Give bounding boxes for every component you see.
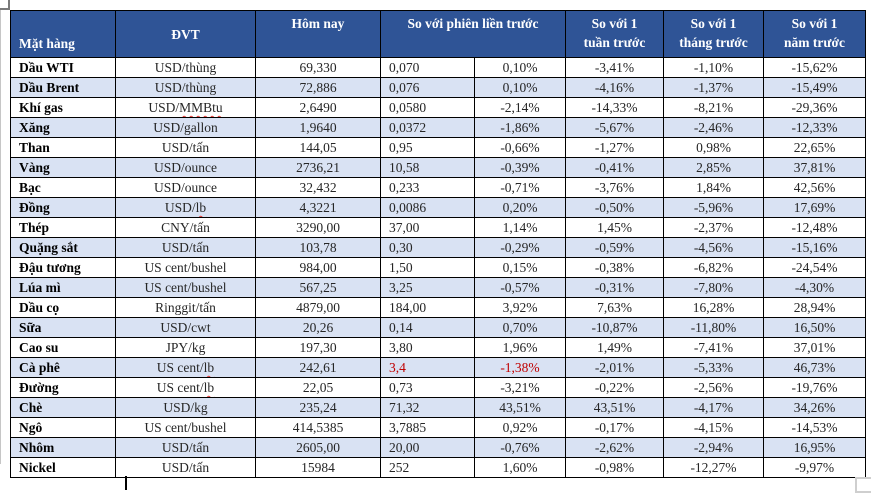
table-resize-handle-icon[interactable] [855, 477, 871, 493]
cell-vs-week[interactable]: -0,38% [566, 258, 664, 278]
cell-vs-year[interactable]: 17,69% [764, 198, 866, 218]
col-header-vs-year[interactable] [764, 11, 866, 58]
cell-vs-year[interactable]: 37,01% [764, 338, 866, 358]
unit-text: USD/tấn [161, 440, 210, 455]
cell-vs-month[interactable]: -7,41% [664, 338, 764, 358]
cell-vs-week[interactable]: -2,62% [566, 438, 664, 458]
cell-vs-year[interactable]: 42,56% [764, 178, 866, 198]
cell-change-pct[interactable]: -2,14% [475, 98, 566, 118]
cell-today[interactable]: 15984 [256, 458, 381, 478]
cell-today[interactable]: 32,432 [256, 178, 381, 198]
cell-vs-month[interactable]: -1,37% [664, 78, 764, 98]
header-row [11, 11, 866, 58]
unit-text: CNY/tấn [161, 220, 210, 235]
commodity-price-table [10, 10, 866, 478]
cell-change-pct[interactable]: -1,86% [475, 118, 566, 138]
cell-unit[interactable] [116, 278, 256, 298]
cell-vs-month[interactable]: -2,56% [664, 378, 764, 398]
cell-change-abs[interactable]: 3,25 [381, 278, 475, 298]
cell-change-pct[interactable]: 3,92% [475, 298, 566, 318]
cell-vs-month[interactable]: -6,82% [664, 258, 764, 278]
cell-vs-month[interactable]: -1,10% [664, 58, 764, 78]
table-row [11, 438, 866, 458]
unit-text: JPY/kg [165, 340, 206, 355]
cell-change-pct[interactable]: 0,70% [475, 318, 566, 338]
cell-change-abs[interactable]: 0,0372 [381, 118, 475, 138]
cell-today[interactable]: 567,25 [256, 278, 381, 298]
table-row [11, 458, 866, 478]
header-line: So với 1 [791, 16, 838, 31]
table-row [11, 378, 866, 398]
cell-vs-week[interactable]: -3,41% [566, 58, 664, 78]
cell-unit[interactable] [116, 338, 256, 358]
cell-vs-year[interactable]: 28,94% [764, 298, 866, 318]
cell-unit[interactable] [116, 458, 256, 478]
unit-text: USD/ounce [154, 160, 217, 175]
cell-commodity[interactable]: Vàng [11, 158, 116, 178]
cell-vs-year[interactable]: -29,36% [764, 98, 866, 118]
header-line: tuần trước [583, 35, 646, 50]
cell-change-pct[interactable]: -0,76% [475, 438, 566, 458]
col-header-vs-week[interactable] [566, 11, 664, 58]
cell-unit[interactable] [116, 58, 256, 78]
cell-today[interactable]: 144,05 [256, 138, 381, 158]
table-row [11, 358, 866, 378]
cell-change-abs[interactable]: 0,73 [381, 378, 475, 398]
cell-change-pct[interactable]: -3,21% [475, 378, 566, 398]
unit-text: USD/ounce [154, 180, 217, 195]
cell-change-pct[interactable]: -0,66% [475, 138, 566, 158]
cell-vs-year[interactable]: -12,33% [764, 118, 866, 138]
cell-vs-month[interactable]: -2,37% [664, 218, 764, 238]
cell-change-abs[interactable]: 0,076 [381, 78, 475, 98]
unit-text: USD/tấn [161, 460, 210, 475]
cell-vs-week[interactable]: -0,50% [566, 198, 664, 218]
cell-commodity[interactable]: Đồng [11, 198, 116, 218]
cell-vs-month[interactable]: -2,46% [664, 118, 764, 138]
cell-today[interactable]: 1,9640 [256, 118, 381, 138]
table-row [11, 398, 866, 418]
cell-unit[interactable] [116, 358, 256, 378]
cell-change-pct[interactable]: 43,51% [475, 398, 566, 418]
cell-vs-year[interactable]: 34,26% [764, 398, 866, 418]
cell-change-abs[interactable]: 0,95 [381, 138, 475, 158]
cell-change-pct[interactable]: 0,15% [475, 258, 566, 278]
cell-change-abs[interactable]: 0,0086 [381, 198, 475, 218]
col-header-unit[interactable]: ĐVT [116, 11, 256, 58]
cell-change-abs[interactable]: 3,7885 [381, 418, 475, 438]
cell-vs-year[interactable]: -15,49% [764, 78, 866, 98]
cell-today[interactable]: 22,05 [256, 378, 381, 398]
cell-change-pct[interactable]: 0,10% [475, 78, 566, 98]
cell-unit[interactable] [116, 318, 256, 338]
unit-text: US cent/ [156, 380, 204, 395]
table-row [11, 198, 866, 218]
unit-text: USD/kg [163, 400, 208, 415]
cell-unit[interactable] [116, 138, 256, 158]
spellcheck-flagged-text: lb [195, 200, 207, 215]
cell-vs-week[interactable]: 7,63% [566, 298, 664, 318]
table-row [11, 418, 866, 438]
cell-commodity[interactable]: Thép [11, 218, 116, 238]
table-row [11, 98, 866, 118]
cell-change-abs[interactable]: 3,4 [381, 358, 475, 378]
text-cursor [125, 476, 127, 490]
unit-text: US cent/bushel [144, 260, 227, 275]
table-row [11, 218, 866, 238]
cell-commodity[interactable]: Đường [11, 378, 116, 398]
cell-today[interactable]: 984,00 [256, 258, 381, 278]
cell-vs-week[interactable]: 1,45% [566, 218, 664, 238]
cell-today[interactable]: 72,886 [256, 78, 381, 98]
cell-commodity[interactable]: Cà phê [11, 358, 116, 378]
cell-vs-year[interactable]: -15,62% [764, 58, 866, 78]
unit-text: USD/tấn [161, 240, 210, 255]
unit-text: USD/cwt [160, 320, 211, 335]
unit-text: US cent/bushel [144, 420, 227, 435]
cell-vs-week[interactable]: -0,98% [566, 458, 664, 478]
cell-change-abs[interactable]: 37,00 [381, 218, 475, 238]
cell-vs-year[interactable]: -19,76% [764, 378, 866, 398]
cell-today[interactable]: 2,6490 [256, 98, 381, 118]
cell-unit[interactable] [116, 418, 256, 438]
unit-text: USD/gallon [153, 120, 218, 135]
cell-change-pct[interactable]: -0,71% [475, 178, 566, 198]
cell-vs-month[interactable]: -4,56% [664, 238, 764, 258]
cell-change-pct[interactable]: 1,14% [475, 218, 566, 238]
cell-vs-week[interactable]: 43,51% [566, 398, 664, 418]
cell-change-abs[interactable]: 3,80 [381, 338, 475, 358]
cell-unit[interactable] [116, 198, 256, 218]
header-line: So với 1 [591, 16, 638, 31]
cell-vs-month[interactable]: -4,15% [664, 418, 764, 438]
cell-commodity[interactable]: Cao su [11, 338, 116, 358]
cell-vs-month[interactable]: 1,84% [664, 178, 764, 198]
cell-vs-year[interactable]: -4,30% [764, 278, 866, 298]
cell-vs-month[interactable]: -2,94% [664, 438, 764, 458]
cell-change-pct[interactable]: -0,29% [475, 238, 566, 258]
cell-change-abs[interactable]: 20,00 [381, 438, 475, 458]
cell-unit[interactable] [116, 398, 256, 418]
cell-vs-year[interactable]: 16,50% [764, 318, 866, 338]
cell-change-pct[interactable]: 0,10% [475, 58, 566, 78]
unit-text: USD/ [148, 100, 180, 115]
cell-vs-week[interactable]: -5,67% [566, 118, 664, 138]
cell-commodity[interactable]: Bạc [11, 178, 116, 198]
cell-commodity[interactable]: Dầu WTI [11, 58, 116, 78]
cell-vs-month[interactable]: -11,80% [664, 318, 764, 338]
cell-vs-year[interactable]: -14,53% [764, 418, 866, 438]
cell-vs-week[interactable]: -0,31% [566, 278, 664, 298]
cell-today[interactable]: 20,26 [256, 318, 381, 338]
cell-vs-month[interactable]: -4,17% [664, 398, 764, 418]
table-move-handle-icon[interactable] [0, 0, 10, 10]
cell-commodity[interactable]: Lúa mì [11, 278, 116, 298]
cell-today[interactable]: 4879,00 [256, 298, 381, 318]
cell-today[interactable]: 3290,00 [256, 218, 381, 238]
spellcheck-flagged-text: lb [203, 360, 215, 375]
cell-change-abs[interactable]: 0,233 [381, 178, 475, 198]
cell-commodity[interactable]: Sữa [11, 318, 116, 338]
cell-unit[interactable] [116, 438, 256, 458]
cell-change-abs[interactable]: 184,00 [381, 298, 475, 318]
cell-change-abs[interactable]: 0,14 [381, 318, 475, 338]
cell-commodity[interactable]: Xăng [11, 118, 116, 138]
cell-change-abs[interactable]: 10,58 [381, 158, 475, 178]
table-row [11, 158, 866, 178]
unit-text: USD/thùng [154, 60, 217, 75]
cell-change-pct[interactable]: 0,20% [475, 198, 566, 218]
cell-unit[interactable] [116, 118, 256, 138]
cell-vs-year[interactable]: -24,54% [764, 258, 866, 278]
cell-vs-week[interactable]: -3,76% [566, 178, 664, 198]
cell-today[interactable]: 4,3221 [256, 198, 381, 218]
cell-unit[interactable] [116, 178, 256, 198]
cell-unit[interactable] [116, 218, 256, 238]
cell-change-abs[interactable]: 252 [381, 458, 475, 478]
header-line: So với 1 [690, 16, 737, 31]
cell-vs-year[interactable]: -15,16% [764, 238, 866, 258]
unit-text: USD/ [164, 200, 196, 215]
cell-commodity[interactable]: Dầu Brent [11, 78, 116, 98]
cell-vs-year[interactable]: -9,97% [764, 458, 866, 478]
table-row [11, 78, 866, 98]
cell-vs-week[interactable]: -0,59% [566, 238, 664, 258]
cell-vs-month[interactable]: 16,28% [664, 298, 764, 318]
cell-vs-year[interactable]: 37,81% [764, 158, 866, 178]
cell-vs-month[interactable]: -5,33% [664, 358, 764, 378]
cell-today[interactable]: 103,78 [256, 238, 381, 258]
cell-vs-year[interactable]: 46,73% [764, 358, 866, 378]
table-body [11, 58, 866, 478]
unit-text: US cent/ [156, 360, 204, 375]
cell-unit[interactable] [116, 98, 256, 118]
cell-vs-year[interactable]: -12,48% [764, 218, 866, 238]
cell-vs-month[interactable]: 2,85% [664, 158, 764, 178]
cell-change-pct[interactable]: -1,38% [475, 358, 566, 378]
col-header-vs-prev-session[interactable]: So với phiên liền trước [381, 11, 566, 58]
cell-vs-week[interactable]: 1,49% [566, 338, 664, 358]
cell-vs-week[interactable]: -10,87% [566, 318, 664, 338]
cell-vs-year[interactable]: 22,65% [764, 138, 866, 158]
cell-vs-week[interactable]: -14,33% [566, 98, 664, 118]
cell-unit[interactable] [116, 78, 256, 98]
unit-text: US cent/bushel [144, 280, 227, 295]
page-margin-line [0, 9, 1, 464]
col-header-vs-month[interactable] [664, 11, 764, 58]
header-line: tháng trước [679, 35, 748, 50]
cell-commodity[interactable]: Than [11, 138, 116, 158]
cell-vs-week[interactable]: -2,01% [566, 358, 664, 378]
cell-change-abs[interactable]: 0,0580 [381, 98, 475, 118]
cell-commodity[interactable]: Chè [11, 398, 116, 418]
cell-vs-year[interactable]: 16,95% [764, 438, 866, 458]
col-header-commodity[interactable]: Mặt hàng [11, 11, 116, 58]
unit-text: USD/thùng [154, 80, 217, 95]
table-row [11, 58, 866, 78]
table-row [11, 178, 866, 198]
table-row [11, 138, 866, 158]
cell-vs-month[interactable]: 0,98% [664, 138, 764, 158]
cell-vs-week[interactable]: -0,22% [566, 378, 664, 398]
cell-vs-month[interactable]: -5,96% [664, 198, 764, 218]
col-header-today[interactable]: Hôm nay [256, 11, 381, 58]
cell-vs-month[interactable]: -12,27% [664, 458, 764, 478]
cell-today[interactable]: 2736,21 [256, 158, 381, 178]
cell-today[interactable]: 69,330 [256, 58, 381, 78]
cell-vs-month[interactable]: -8,21% [664, 98, 764, 118]
cell-vs-week[interactable]: -4,16% [566, 78, 664, 98]
unit-text: Ringgit/tấn [155, 300, 216, 315]
cell-change-pct[interactable]: 1,60% [475, 458, 566, 478]
cell-today[interactable]: 2605,00 [256, 438, 381, 458]
cell-change-abs[interactable]: 71,32 [381, 398, 475, 418]
cell-today[interactable]: 414,5385 [256, 418, 381, 438]
cell-unit[interactable] [116, 158, 256, 178]
table-row [11, 118, 866, 138]
cell-unit[interactable] [116, 258, 256, 278]
table-row [11, 238, 866, 258]
cell-commodity[interactable]: Ngô [11, 418, 116, 438]
cell-unit[interactable] [116, 238, 256, 258]
unit-text: USD/tấn [161, 140, 210, 155]
header-line: năm trước [784, 35, 845, 50]
spellcheck-flagged-text: MMBtu [179, 100, 223, 115]
cell-change-abs[interactable]: 0,30 [381, 238, 475, 258]
table-row [11, 338, 866, 358]
cell-unit[interactable] [116, 298, 256, 318]
cell-today[interactable]: 242,61 [256, 358, 381, 378]
table-row [11, 258, 866, 278]
cell-change-pct[interactable]: -0,57% [475, 278, 566, 298]
cell-commodity[interactable]: Nhôm [11, 438, 116, 458]
cell-change-pct[interactable]: 1,96% [475, 338, 566, 358]
table-row [11, 278, 866, 298]
cell-today[interactable]: 197,30 [256, 338, 381, 358]
cell-commodity[interactable]: Nickel [11, 458, 116, 478]
cell-change-pct[interactable]: -0,39% [475, 158, 566, 178]
spellcheck-flagged-text: lb [203, 380, 215, 395]
table-row [11, 298, 866, 318]
cell-unit[interactable] [116, 378, 256, 398]
cell-commodity[interactable]: Quặng sắt [11, 238, 116, 258]
cell-vs-month[interactable]: -7,80% [664, 278, 764, 298]
cell-commodity[interactable]: Khí gas [11, 98, 116, 118]
cell-vs-week[interactable]: -0,17% [566, 418, 664, 438]
cell-today[interactable]: 235,24 [256, 398, 381, 418]
cell-change-abs[interactable]: 0,070 [381, 58, 475, 78]
table-row [11, 318, 866, 338]
cell-change-pct[interactable]: 0,92% [475, 418, 566, 438]
cell-commodity[interactable]: Dầu cọ [11, 298, 116, 318]
cell-vs-week[interactable]: -0,41% [566, 158, 664, 178]
cell-vs-week[interactable]: -1,27% [566, 138, 664, 158]
cell-change-abs[interactable]: 1,50 [381, 258, 475, 278]
cell-commodity[interactable]: Đậu tương [11, 258, 116, 278]
